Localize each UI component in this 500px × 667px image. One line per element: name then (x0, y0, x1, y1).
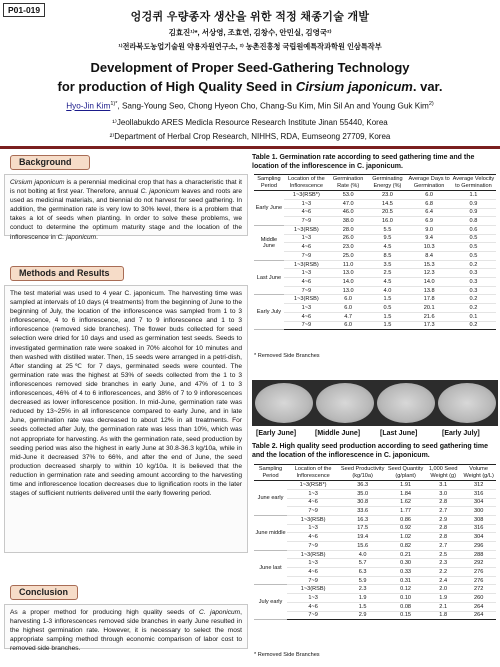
english-affiliation-2: ²⁾Department of Herbal Crop Research, NIHHS, RDA, Eumseong 27709, Korea (109, 132, 391, 141)
bg-text-3: . (96, 233, 98, 241)
table1-header-cell: Average Velocity to Germination (451, 175, 496, 191)
table-cell: 0.10 (386, 594, 425, 603)
table-cell: 1.02 (386, 533, 425, 542)
table-row (254, 252, 496, 261)
table-cell: 2.5 (425, 550, 461, 559)
table-cell: 0.5 (451, 243, 496, 252)
table-cell: 9.0 (407, 225, 450, 234)
table2 (254, 464, 496, 620)
table-cell: 6.4 (407, 208, 450, 217)
table-row (254, 312, 496, 321)
bg-species: Cirsium japonicum (10, 179, 65, 186)
table-cell: 0.8 (451, 217, 496, 226)
table-cell: 7~9 (287, 507, 339, 516)
table-cell: 1~3(RSB) (284, 260, 329, 269)
table-cell: 276 (461, 568, 496, 577)
table-cell: 20.1 (407, 304, 450, 313)
sampling-period-cell: June last (254, 550, 287, 585)
table-cell: 28.0 (329, 225, 368, 234)
table-cell: 272 (461, 585, 496, 594)
table-row (254, 550, 496, 559)
table-cell: 0.92 (386, 524, 425, 533)
table-cell: 1.84 (386, 489, 425, 498)
english-authors (0, 101, 500, 111)
korean-authors: 김효진¹⁾*, 서상영, 조효연, 김창수, 안민실, 김영국²⁾ (168, 28, 332, 37)
table-cell: 1.91 (386, 481, 425, 490)
table-row (254, 191, 496, 200)
table-row (254, 611, 496, 620)
table-cell: 35.0 (339, 489, 386, 498)
table-cell: 3.0 (425, 489, 461, 498)
table-cell: 316 (461, 489, 496, 498)
table-row (254, 498, 496, 507)
table-cell: 2.2 (425, 568, 461, 577)
sampling-period-cell: July early (254, 585, 287, 620)
table-cell: 2.8 (425, 498, 461, 507)
table-row (254, 602, 496, 611)
petri-dish-early-july (438, 383, 496, 423)
table-cell: 1.5 (339, 602, 386, 611)
table-cell: 0.5 (367, 304, 407, 313)
table-cell: 26.0 (329, 234, 368, 243)
table-cell: 0.9 (451, 208, 496, 217)
table-cell: 0.1 (451, 312, 496, 321)
table-cell: 0.15 (386, 611, 425, 620)
table2-header-cell: Seed Quantity (g/plant) (386, 465, 425, 481)
petri-dish-middle-june (316, 383, 374, 423)
co-author-sup: 2) (428, 101, 434, 107)
table-cell: 15.3 (407, 260, 450, 269)
table-row (254, 269, 496, 278)
methods-heading: Methods and Results (10, 266, 124, 281)
table-cell: 1~3 (287, 559, 339, 568)
table-cell: 7~9 (287, 576, 339, 585)
table-row (254, 515, 496, 524)
table-cell: 4~6 (287, 568, 339, 577)
methods-text: The test material was used to 4 year C. japonicum. The harvesting time was sampled at intervals of 10 days (4 treatments) from the beginning of June to the beginning of July, the location of the inflorescence was sampled from 1 to 3 inflorescence, 4 to 6 inflorescence, and 7 to 9 inflorescence and 1 to 3 inflorescence (removed side branches). The flower buds collected for seed selection were dried for 10 days and used as germination test seeds. Seeds to investigated germination rate were soaked in 70% alcohol for 10 minutes and then washed with distilled water. Then, 15 seeds were arranged in a petri-dish, After standing at 25℃ for 7 days, germinated seeds were counted. The germination rate was the highest at 53% of seeds collected from the 1 to 3 inflorescences removed side branches in early June, and 47% of 1 to 3 inflorescences, 46% of 4 to 6 inflorescences, and 38% of 7 to 9 inflorescences decreased as lower inflorescence position. In mid-June, germination rate was reduced by 13~25% in all inflorescence compared to early June, and in late June, germination rate was decreased to about 12% in all treatments. For seeds collected after July, the germination rate was less than 10%, which was not appropriate for harvesting. As with the germination rate, seed production by seeding period was also the highest in early June at 30.8-36.3 kg/10a, while in mid-June it decreased 37% to 66%, and after the end of June, the seed production decreased sharply to within 10 kg/10a. It is believed that the reduction in germination rate and seeding amount according to the harvesting time and inflorescence location decreases due to lignification roots in the later stages of sufficient nutrients delivered until the early flowering period. (4, 285, 248, 553)
table-cell: 292 (461, 559, 496, 568)
table-cell: 1~3 (284, 304, 329, 313)
table2-header-cell: Sampling Period (254, 465, 287, 481)
table2-header-cell: Seed Productivity (kg/10a) (339, 465, 386, 481)
table-cell: 0.31 (386, 576, 425, 585)
table-cell: 13.8 (407, 286, 450, 295)
background-heading: Background (10, 155, 90, 170)
table-cell: 36.3 (339, 481, 386, 490)
photo-label-last-june: [Last June] (380, 430, 418, 437)
table-cell: 0.3 (451, 278, 496, 287)
table2-header-cell: Volume Weight (g/L) (461, 465, 496, 481)
table-cell: 6.0 (329, 304, 368, 313)
table-cell: 9.4 (407, 234, 450, 243)
petri-dish-last-june (377, 383, 435, 423)
table-row (254, 286, 496, 295)
table-cell: 5.7 (339, 559, 386, 568)
sampling-period-cell: Last June (254, 260, 284, 295)
table-cell: 2.8 (425, 533, 461, 542)
table-cell: 1.9 (339, 594, 386, 603)
bg-species-abbr: C. japonicum (140, 188, 180, 196)
co-authors: , Sang-Young Seo, Chong Hyeon Cho, Chang-Su Kim, Min Sil An and Young Guk Kim (117, 101, 429, 111)
table-cell: 1~3(RSB) (287, 585, 339, 594)
petri-dish-photos (252, 380, 498, 426)
table-cell: 0.2 (451, 321, 496, 330)
table-cell: 1~3(RSB*) (287, 481, 339, 490)
table-cell: 2.1 (425, 602, 461, 611)
table-cell: 2.7 (425, 507, 461, 516)
table-row (254, 278, 496, 287)
table-cell: 8.4 (407, 252, 450, 261)
table-cell: 5.5 (367, 225, 407, 234)
petri-dish-early-june (255, 383, 313, 423)
table-cell: 1~3 (284, 199, 329, 208)
table-cell: 12.3 (407, 269, 450, 278)
table-cell: 1~3 (284, 234, 329, 243)
table-cell: 23.0 (329, 243, 368, 252)
sampling-period-cell: Early June (254, 191, 284, 226)
table-row (254, 243, 496, 252)
title-text: for production of High Quality Seed in (57, 79, 296, 94)
table-cell: 2.4 (425, 576, 461, 585)
table2-caption: Table 2. High quality seed production according to seed gathering time and the location of the inflorescence in C. japonicum. (252, 443, 488, 459)
table-row (254, 199, 496, 208)
table-cell: 7~9 (287, 611, 339, 620)
table-cell: 38.0 (329, 217, 368, 226)
table-cell: 3.1 (425, 481, 461, 490)
table-cell: 6.9 (407, 217, 450, 226)
table-row (254, 295, 496, 304)
table-cell: 0.82 (386, 542, 425, 551)
korean-affiliations: ¹⁾전라북도농업기술원 약용자원연구소, ²⁾ 농촌진흥청 국립원예특작과학원 인삼특작부 (118, 42, 382, 51)
sampling-period-cell: Middle June (254, 225, 284, 260)
poster-id-badge: P01-019 (3, 3, 45, 17)
table-cell: 4.0 (339, 550, 386, 559)
table1-header-cell: Location of the Inflorescence (284, 175, 329, 191)
first-author: Hyo-Jin Kim (66, 101, 111, 111)
table-cell: 0.21 (386, 550, 425, 559)
conclusion-species: C. japonicum (198, 609, 241, 616)
table1-caption: Table 1. Germination rate according to seed gathering time and the location of the inflorescence in C. japonicum. (252, 154, 475, 170)
table-cell: 7~9 (287, 542, 339, 551)
table1-header-cell: Sampling Period (254, 175, 284, 191)
table-row (254, 217, 496, 226)
table-cell: 46.0 (329, 208, 368, 217)
table-cell: 1.77 (386, 507, 425, 516)
table2-header-cell: Location of the Inflorescence (287, 465, 339, 481)
table-cell: 17.5 (339, 524, 386, 533)
background-text (4, 174, 248, 241)
table-cell: 300 (461, 507, 496, 516)
table-cell: 14.0 (329, 278, 368, 287)
table-row (254, 576, 496, 585)
photo-label-early-july: [Early July] (442, 430, 480, 437)
table-cell: 0.5 (451, 252, 496, 261)
table1-header-row (254, 175, 496, 191)
table-cell: 316 (461, 524, 496, 533)
table-cell: 4~6 (284, 278, 329, 287)
table-row (254, 585, 496, 594)
table-row (254, 225, 496, 234)
table-cell: 6.3 (339, 568, 386, 577)
poster-header (0, 0, 500, 148)
table-cell: 8.5 (367, 252, 407, 261)
table-cell: 4~6 (284, 208, 329, 217)
table1-header-cell: Germinating Energy (%) (367, 175, 407, 191)
table-cell: 0.6 (451, 225, 496, 234)
table-cell: 1~3(RSB) (287, 515, 339, 524)
table-cell: 0.2 (451, 304, 496, 313)
photo-labels (252, 430, 498, 440)
table-cell: 15.6 (339, 542, 386, 551)
sampling-period-cell: Early July (254, 295, 284, 330)
table-cell: 1~3 (284, 269, 329, 278)
table-cell: 304 (461, 533, 496, 542)
table-cell: 19.4 (339, 533, 386, 542)
table-row (254, 260, 496, 269)
table-row (254, 208, 496, 217)
table-cell: 9.5 (367, 234, 407, 243)
table-row (254, 234, 496, 243)
table-cell: 7~9 (284, 252, 329, 261)
table-cell: 1.8 (425, 611, 461, 620)
table-cell: 21.6 (407, 312, 450, 321)
korean-title: 엉겅퀴 우량종자 생산을 위한 적정 채종기술 개발 (130, 11, 370, 23)
table-cell: 312 (461, 481, 496, 490)
sampling-period-cell: June early (254, 481, 287, 516)
title-suffix: . var. (412, 79, 443, 94)
table-cell: 4.5 (367, 278, 407, 287)
bg-text-1: is a perennial medicinal crop that has a characteristic that it is not bolting at first year. Therefore, annual (10, 179, 242, 196)
table-cell: 13.0 (329, 269, 368, 278)
table-cell: 4~6 (287, 498, 339, 507)
table-cell: 2.8 (425, 524, 461, 533)
conclusion-text (4, 604, 248, 653)
bg-text-2: leaves and roots are used as medicinal materials, and biennial do not harvest for seed gathering. In addition, the germination rate is very low to 30% level, there is a problem that takes a lot of seeds when planting. In order to solve these problems, we conduct to determine the optimum maturity stage and the location of the inflorescence in (10, 188, 242, 241)
table1-header-cell: Average Days to Germination (407, 175, 450, 191)
table-cell: 0.2 (451, 260, 496, 269)
table-cell: 1~3(RSB*) (284, 191, 329, 200)
table-cell: 1.9 (425, 594, 461, 603)
table-cell: 16.0 (367, 217, 407, 226)
table2-note: * Removed Side Branches (254, 652, 320, 658)
first-author-sup: 1)* (110, 101, 118, 107)
table-cell: 47.0 (329, 199, 368, 208)
table-cell: 1~3 (287, 489, 339, 498)
table-cell: 0.3 (451, 286, 496, 295)
table-cell: 17.3 (407, 321, 450, 330)
table-row (254, 304, 496, 313)
table-cell: 6.0 (329, 321, 368, 330)
table-cell: 1.62 (386, 498, 425, 507)
table-cell: 7~9 (284, 321, 329, 330)
table-cell: 264 (461, 602, 496, 611)
table-cell: 2.7 (425, 542, 461, 551)
table-cell: 1.5 (367, 312, 407, 321)
table2-header-row (254, 465, 496, 481)
english-title-line1: Development of Proper Seed-Gathering Technology (90, 60, 410, 75)
english-title-line2 (0, 79, 500, 94)
table-cell: 308 (461, 515, 496, 524)
table-cell: 2.3 (339, 585, 386, 594)
table1-note: * Removed Side Branches (254, 353, 320, 359)
table-cell: 0.2 (451, 295, 496, 304)
table-row (254, 542, 496, 551)
table-cell: 7~9 (284, 286, 329, 295)
table-cell: 4.7 (329, 312, 368, 321)
table-cell: 0.5 (451, 234, 496, 243)
table-cell: 16.3 (339, 515, 386, 524)
table-cell: 5.9 (339, 576, 386, 585)
table-cell: 11.0 (329, 260, 368, 269)
table-cell: 288 (461, 550, 496, 559)
table-cell: 4~6 (287, 533, 339, 542)
header-divider (0, 146, 500, 149)
table1-header-cell: Germination Rate (%) (329, 175, 368, 191)
table-cell: 14.0 (407, 278, 450, 287)
table-cell: 1.1 (451, 191, 496, 200)
table-cell: 304 (461, 498, 496, 507)
table-cell: 13.0 (329, 286, 368, 295)
conclusion-text-1: As a proper method for producing high quality seeds of (10, 609, 199, 616)
table-cell: 4.0 (367, 286, 407, 295)
table-cell: 23.0 (367, 191, 407, 200)
table-cell: 296 (461, 542, 496, 551)
english-affiliation-1: ¹⁾Jeollabukdo ARES Medicla Resource Research Institute Jinan 55440, Korea (112, 118, 388, 127)
table-cell: 0.08 (386, 602, 425, 611)
table-cell: 2.9 (339, 611, 386, 620)
table-cell: 4.5 (367, 243, 407, 252)
table-cell: 6.0 (407, 191, 450, 200)
table-cell: 14.5 (367, 199, 407, 208)
table-cell: 1~3(RSB) (284, 225, 329, 234)
table-cell: 33.6 (339, 507, 386, 516)
table-cell: 2.9 (425, 515, 461, 524)
table-cell: 0.9 (451, 199, 496, 208)
title-species: Cirsium japonicum (295, 79, 413, 94)
table-cell: 4~6 (287, 602, 339, 611)
sampling-period-cell: June middle (254, 515, 287, 550)
table-cell: 2.0 (425, 585, 461, 594)
table-cell: 0.33 (386, 568, 425, 577)
table-cell: 1.5 (367, 295, 407, 304)
table-cell: 7~9 (284, 217, 329, 226)
table-cell: 2.5 (367, 269, 407, 278)
table-cell: 1~3(RSB) (284, 295, 329, 304)
table1 (254, 174, 496, 330)
table-cell: 17.8 (407, 295, 450, 304)
table-cell: 6.8 (407, 199, 450, 208)
table-cell: 4~6 (284, 312, 329, 321)
table-cell: 1~3(RSB) (287, 550, 339, 559)
table-row (254, 481, 496, 490)
table-row (254, 568, 496, 577)
conclusion-text-2: , harvesting 1-3 inflorescences removed side branches in early June resulted in the highest germination rate. However, it is necessary to select the most appropriate sampling method through economic comparison of labor cost to removed side branches. (10, 609, 243, 653)
table-cell: 25.0 (329, 252, 368, 261)
table-cell: 53.0 (329, 191, 368, 200)
table-cell: 276 (461, 576, 496, 585)
table2-header-cell: 1,000 Seed Weight (g) (425, 465, 461, 481)
table-cell: 6.0 (329, 295, 368, 304)
table-cell: 1~3 (287, 594, 339, 603)
table-cell: 3.5 (367, 260, 407, 269)
table-cell: 20.5 (367, 208, 407, 217)
table-row (254, 594, 496, 603)
table-cell: 264 (461, 611, 496, 620)
table-cell: 1.5 (367, 321, 407, 330)
conclusion-heading: Conclusion (10, 585, 78, 600)
table-cell: 2.3 (425, 559, 461, 568)
photo-label-middle-june: [Middle June] (315, 430, 361, 437)
table-cell: 0.12 (386, 585, 425, 594)
table-row (254, 559, 496, 568)
table-cell: 4~6 (284, 243, 329, 252)
table-row (254, 524, 496, 533)
table-cell: 10.3 (407, 243, 450, 252)
table-row (254, 533, 496, 542)
table-row (254, 489, 496, 498)
table-cell: 1~3 (287, 524, 339, 533)
table-cell: 0.30 (386, 559, 425, 568)
table-row (254, 321, 496, 330)
table-cell: 260 (461, 594, 496, 603)
bg-species-abbr-2: C. japonicum (57, 233, 97, 241)
table-cell: 30.8 (339, 498, 386, 507)
table-row (254, 507, 496, 516)
table-cell: 0.86 (386, 515, 425, 524)
table-cell: 0.3 (451, 269, 496, 278)
photo-label-early-june: [Early June] (256, 430, 297, 437)
